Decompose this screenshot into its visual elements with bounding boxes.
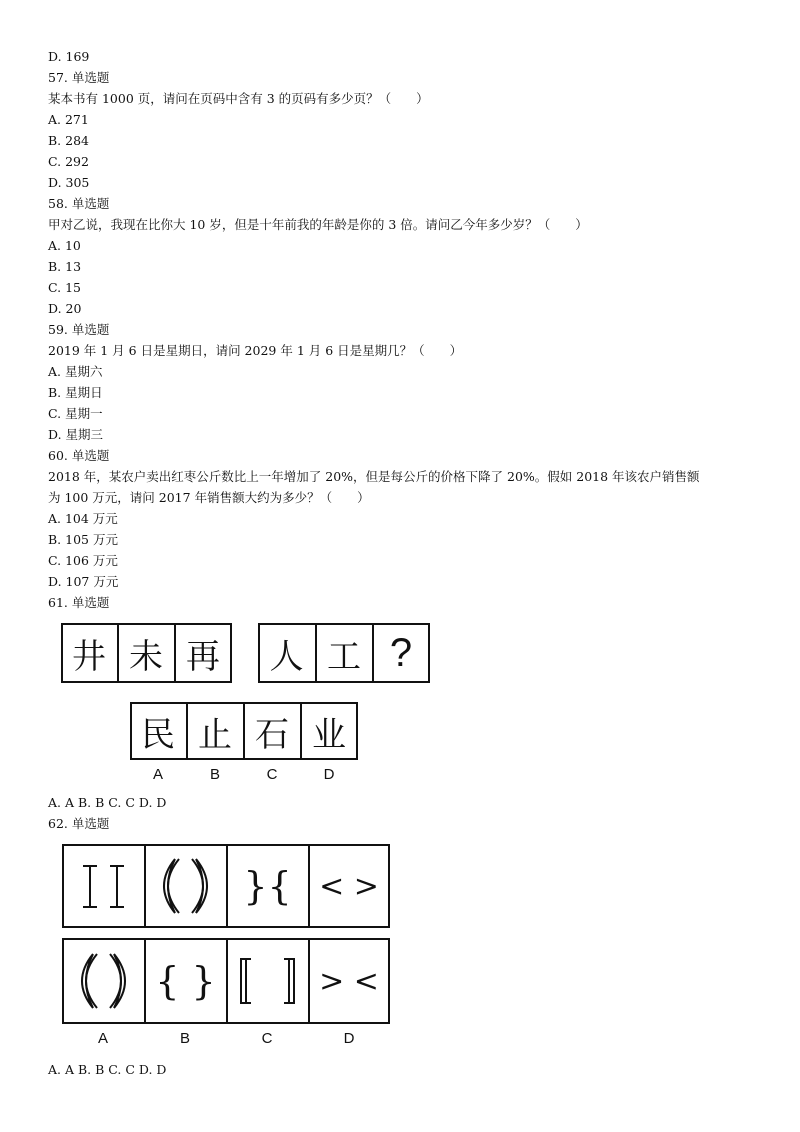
q61-option-char-d: 业 [312,714,346,755]
q62-option-b-figure: { } [155,959,216,1003]
q58-option-b: B. 13 [48,259,82,274]
q62-answer-line: A. A B. B C. C D. D [48,1062,167,1077]
q59-option-b: B. 星期日 [48,385,103,400]
q58-stem: 甲对乙说，我现在比你大 10 岁，但是十年前我的年龄是你的 3 倍。请问乙今年多少岁？（ ） [48,217,588,232]
q57-option-a: A. 271 [48,112,89,127]
q61-option-char-c: 石 [255,714,289,755]
q62-label-a: A [97,1030,108,1047]
q58-header: 58. 单选题 [48,196,110,211]
q59-option-c: C. 星期一 [48,406,103,421]
q61-label-a: A [152,766,163,783]
q57-stem: 某本书有 1000 页，请问在页码中含有 3 的页码有多少页？（ ） [48,91,429,106]
q61-label-c: C [266,766,278,783]
q61-char-3: 再 [186,636,220,677]
prev-option-d: D. 169 [48,49,90,64]
q57-option-d: D. 305 [48,175,90,190]
q61-char-4: 人 [269,636,304,677]
q59-option-d: D. 星期三 [48,427,104,442]
q61-option-char-a: 民 [141,714,175,755]
q61-question-mark: ? [389,630,413,675]
q59-option-a: A. 星期六 [48,364,103,379]
q58-option-d: D. 20 [48,301,82,316]
q57-option-c: C. 292 [48,154,89,169]
q62-r1-c4-figure: < > [319,868,379,904]
q61-label-d: D [323,766,335,783]
q61-char-2: 未 [129,636,163,677]
q61-char-5: 工 [327,636,361,677]
q59-header: 59. 单选题 [48,322,110,337]
q62-label-b: B [179,1030,190,1047]
q61-answer-line: A. A B. B C. C D. D [48,795,167,810]
q62-label-d: D [343,1030,355,1047]
q61-option-char-b: 止 [198,714,232,755]
q58-option-a: A. 10 [48,238,81,253]
q57-option-b: B. 284 [48,133,89,148]
q61-label-b: B [209,766,220,783]
q60-stem-line1: 2018 年，某农户卖出红枣公斤数比上一年增加了 20%，但是每公斤的价格下降了 20%。假如 2018 年该农户销售额 [48,469,700,484]
q60-option-a: A. 104 万元 [48,511,118,526]
q62-option-c-figure [227,939,308,1023]
q60-option-c: C. 106 万元 [48,553,118,568]
q59-stem: 2019 年 1 月 6 日是星期日，请问 2029 年 1 月 6 日是星期几？（ ） [48,343,463,358]
q61-header: 61. 单选题 [48,595,110,610]
q60-option-d: D. 107 万元 [48,574,119,589]
q62-r1-c3-figure: }{ [243,864,292,908]
q57-header: 57. 单选题 [48,70,110,85]
q62-header: 62. 单选题 [48,816,110,831]
q62-label-c: C [261,1030,273,1047]
q60-header: 60. 单选题 [48,448,110,463]
q62-option-d-figure: > < [319,963,379,999]
q62-r1-c2-figure [145,845,226,927]
q58-option-c: C. 15 [48,280,81,295]
q62-option-a-figure [63,939,144,1023]
q62-r1-c1-figure [63,845,144,927]
q60-option-b: B. 105 万元 [48,532,118,547]
q60-stem-line2: 为 100 万元，请问 2017 年销售额大约为多少？（ ） [48,490,370,505]
q61-char-1: 井 [72,636,106,677]
